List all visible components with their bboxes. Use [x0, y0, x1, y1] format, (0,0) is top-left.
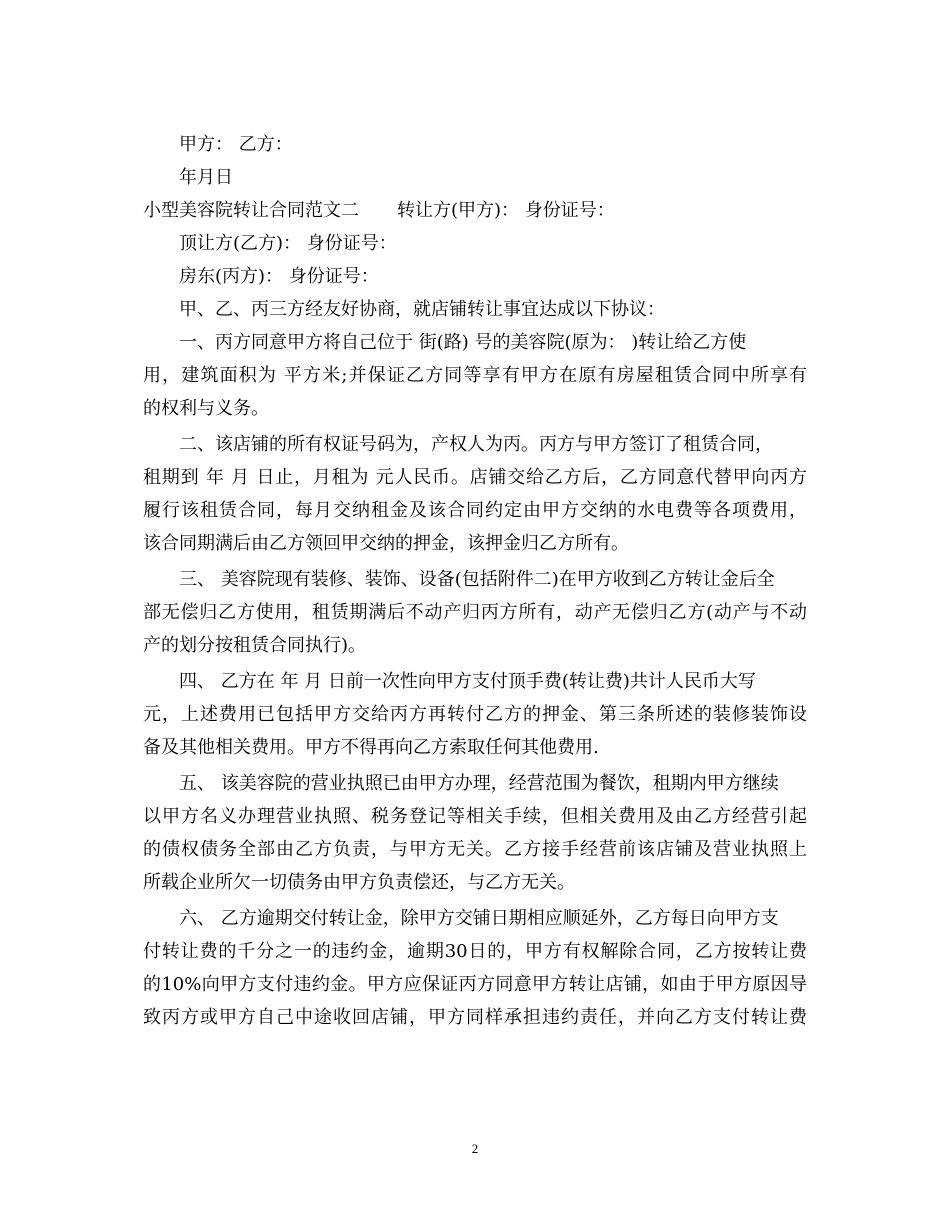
clause-3	[143, 563, 807, 662]
clause-line: 以甲方名义办理营业执照、税务登记等相关手续，但相关费用及由乙方经营引起	[143, 806, 807, 827]
clause-5	[143, 767, 807, 899]
transferor-field: 转让方(甲方)： 身份证号：	[397, 200, 615, 221]
clause-line: 的权利与义务。	[143, 398, 269, 419]
clause-line: 致丙方或甲方自己中途收回店铺，甲方同样承担违约责任，并向乙方支付转让费	[143, 1007, 807, 1028]
clause-line: 付转让费的千分之一的违约金，逾期30日的，甲方有权解除合同，乙方按转让费	[143, 941, 807, 962]
clause-line: 三、 美容院现有装修、装饰、设备(包括附件二)在甲方收到乙方转让金后全	[179, 569, 775, 590]
clause-line: 一、丙方同意甲方将自己位于 街(路) 号的美容院(原为： )转让给乙方使	[179, 332, 747, 353]
clause-line: 四、 乙方在 年 月 日前一次性向甲方支付顶手费(转让费)共计人民币大写	[179, 671, 756, 692]
clause-6	[143, 902, 807, 1034]
clause-line: 六、 乙方逾期交付转让金，除甲方交铺日期相应顺延外，乙方每日向甲方支	[179, 908, 779, 929]
clause-line: 二、该店铺的所有权证号码为，产权人为丙。丙方与甲方签订了租赁合同，	[179, 434, 773, 455]
clause-line: 的10%向甲方支付违约金。甲方应保证丙方同意甲方转让店铺，如由于甲方原因导	[143, 974, 807, 995]
clause-line: 部无偿归乙方使用，租赁期满后不动产归丙方所有，动产无偿归乙方(动产与不动	[143, 602, 807, 623]
clause-line: 五、 该美容院的营业执照已由甲方办理，经营范围为餐饮，租期内甲方继续	[179, 773, 779, 794]
clause-2	[143, 428, 807, 560]
contract-title-line	[143, 194, 807, 227]
date-line: 年月日	[179, 167, 233, 188]
clause-line: 备及其他相关费用。甲方不得再向乙方索取任何其他费用.	[143, 737, 599, 758]
clause-line: 产的划分按租赁合同执行)。	[143, 635, 367, 656]
clause-line: 所载企业所欠一切债务由甲方负责偿还，与乙方无关。	[143, 872, 575, 893]
clause-1	[143, 326, 807, 425]
clause-line: 的债权债务全部由乙方负责，与甲方无关。乙方接手经营前该店铺及营业执照上	[143, 839, 807, 860]
document-body	[143, 128, 807, 1037]
clause-line: 用，建筑面积为 平方米;并保证乙方同等享有甲方在原有房屋租赁合同中所享有	[143, 365, 807, 386]
clause-line: 租期到 年 月 日止，月租为 元人民币。店铺交给乙方后，乙方同意代替甲向丙方	[143, 467, 807, 488]
agreement-intro: 甲、乙、丙三方经友好协商，就店铺转让事宜达成以下协议：	[179, 299, 665, 320]
clause-4	[143, 665, 807, 764]
transferee-field: 顶让方(乙方)： 身份证号：	[179, 233, 397, 254]
party-signature-line: 甲方： 乙方：	[179, 134, 293, 155]
contract-title: 小型美容院转让合同范文二	[143, 200, 359, 221]
clause-line: 该合同期满后由乙方领回甲交纳的押金，该押金归乙方所有。	[143, 533, 629, 554]
landlord-field: 房东(丙方)： 身份证号：	[179, 266, 379, 287]
clause-line: 履行该租赁合同，每月交纳租金及该合同约定由甲方交纳的水电费等各项费用，	[143, 500, 807, 521]
page-number: 2	[471, 1141, 479, 1156]
clause-line: 元，上述费用已包括甲方交给丙方再转付乙方的押金、第三条所述的装修装饰设	[143, 704, 807, 725]
